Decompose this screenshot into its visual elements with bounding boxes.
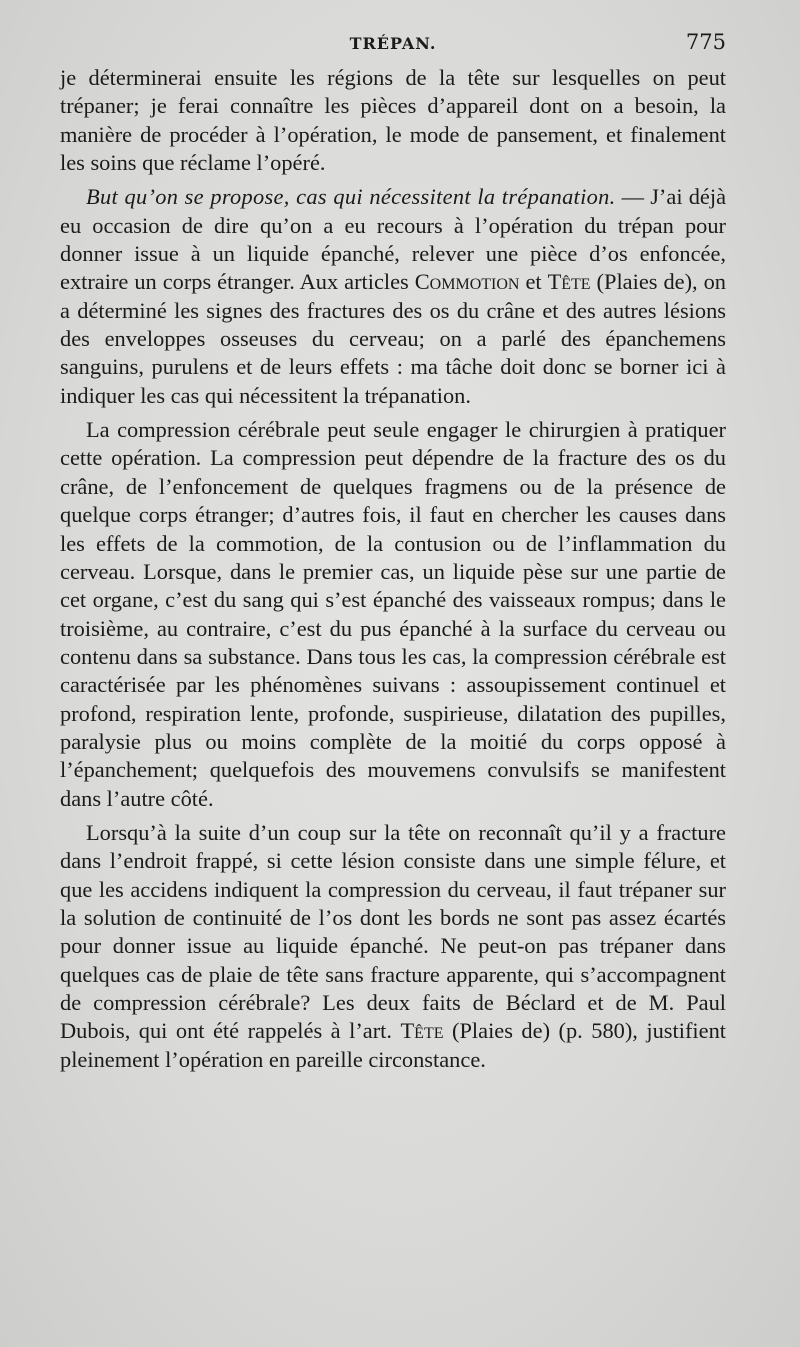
paragraph-4 xyxy=(60,819,726,1074)
ref-tete-2: Tête xyxy=(400,1018,444,1044)
paragraph-2 xyxy=(60,183,726,410)
ref-tete: Tête xyxy=(547,269,591,295)
running-title: TRÉPAN. xyxy=(349,34,437,53)
body-text xyxy=(60,64,726,1074)
paragraph-1 xyxy=(60,64,726,177)
paragraph-2-text-a: — J’ai déjà eu occasion de dire qu’on a eu recours à l’opération du trépan pour donner issue à un liquide épanché, relever une pièce d’os enfoncée, extraire un corps étranger. Aux articles xyxy=(60,184,727,295)
section-heading: But qu’on se propose, cas qui nécessitent la trépanation. xyxy=(86,184,616,210)
page-header xyxy=(60,30,726,60)
paragraph-4-text-a: Lorsqu’à la suite d’un coup sur la tête on reconnaît qu’il y a fracture dans l’endroit frappé, si cette lésion consiste dans une simple félure, et que les accidens indiquent la compression du cerveau, il faut trépaner sur la solution de continuité de l’os dont les bords ne sont pas assez écartés pour donner issue au liquide épanché. Ne peut-on pas trépaner dans quelques cas de plaie de tête sans fracture apparente, qui s’accompagnent de compression cérébrale? Les deux faits de Béclard et de M. Paul Dubois, qui ont été rappelés à l’art. xyxy=(60,819,726,1044)
page-number: 775 xyxy=(685,30,726,54)
paragraph-2-text-b: et xyxy=(519,269,548,295)
paragraph-4-text-b: (Plaies de) (p. 580), justifient pleinement l’opération en pareille circonstance. xyxy=(60,1018,726,1072)
paragraph-1-text: je déterminerai ensuite les régions de la tête sur lesquelles on peut trépaner; je ferai connaître les pièces d’appareil dont on a besoin, la manière de procéder à l’opération, le mode de pansement, et finalement les soins que réclame l’opéré. xyxy=(60,65,726,176)
paragraph-2-text-c: (Plaies de), on a déterminé les signes des fractures des os du crâne et des autres lésions des enveloppes osseuses du cerveau; on a parlé des épanchemens sanguins, purulens et de leurs effets : ma tâche doit donc se borner ici à indiquer les cas qui nécessitent la trépanation. xyxy=(60,269,727,408)
paragraph-3 xyxy=(60,416,726,813)
paragraph-3-text: La compression cérébrale peut seule engager le chirurgien à pratiquer cette opération. La compression peut dépendre de la fracture des os du crâne, de l’enfoncement de quelques fragmens ou de la présence de quelque corps étranger; d’autres fois, il faut en chercher les causes dans les effets de la commotion, de la contusion ou de l’inflammation du cerveau. Lorsque, dans le premier cas, un liquide pèse sur une partie de cet organe, c’est du sang qui s’est épanché des vaisseaux rompus; dans le troisième, au contraire, c’est du pus épanché à la surface du cerveau ou contenu dans sa substance. Dans tous les cas, la compression cérébrale est caractérisée par les phénomènes suivans : assoupissement continuel et profond, respiration lente, profonde, suspirieuse, dilatation des pupilles, paralysie plus ou moins complète de la moitié du corps opposé à l’épanchement; quelquefois des mouvemens convulsifs se manifestent dans l’autre côté. xyxy=(60,417,726,811)
ref-commotion: Commotion xyxy=(414,269,520,295)
